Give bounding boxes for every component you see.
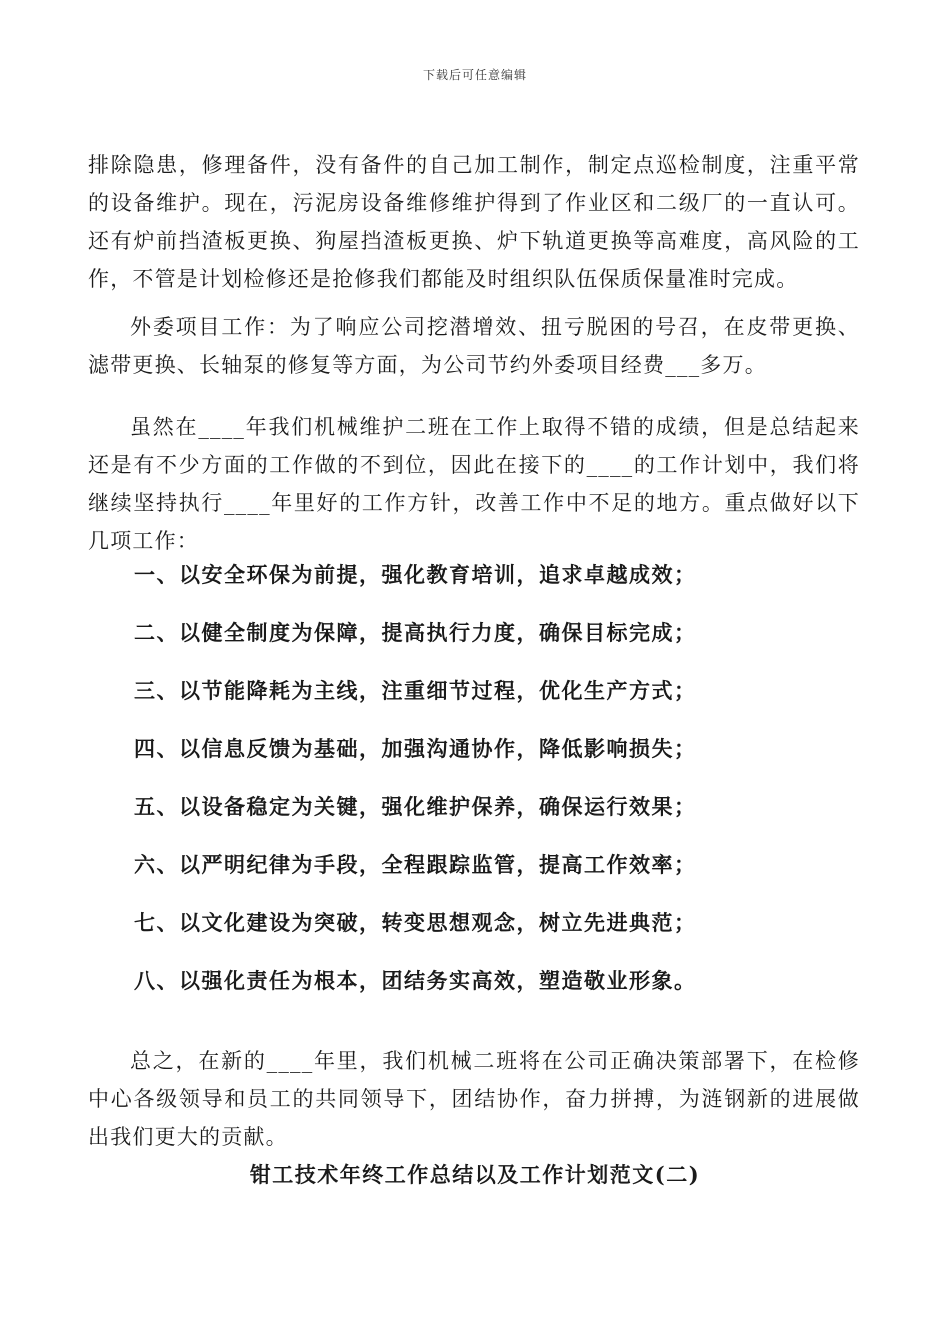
plan-item-7: 七、以文化建设为突破，转变思想观念，树立先进典范； <box>134 910 697 935</box>
paragraph-outsourced-projects: 外委项目工作：为了响应公司挖潜增效、扭亏脱困的号召，在皮带更换、滤带更换、长轴泵的修复等方面，为公司节约外委项目经费___多万。 <box>88 315 860 377</box>
work-plan-list <box>134 556 697 1020</box>
paragraph-equipment-maintenance: 排除隐患，修理备件，没有备件的自己加工制作，制定点巡检制度，注重平常的设备维护。现在，污泥房设备维修维护得到了作业区和二级厂的一直认可。还有炉前挡渣板更换、狗屋挡渣板更换、炉下轨道更换等高难度，高风险的工作，不管是计划检修还是抢修我们都能及时组织队伍保质保量准时完成。 <box>88 153 860 291</box>
plan-item-3: 三、以节能降耗为主线，注重细节过程，优化生产方式； <box>134 678 697 703</box>
paragraph-shortcomings-plan: 虽然在____年我们机械维护二班在工作上取得不错的成绩，但是总结起来还是有不少方面的工作做的不到位，因此在接下的____的工作计划中，我们将继续坚持执行____年里好的工作方针，改善工作中不足的地方。重点做好以下几项工作： <box>88 415 860 553</box>
paragraph-conclusion: 总之，在新的____年里，我们机械二班将在公司正确决策部署下，在检修中心各级领导和员工的共同领导下，团结协作，奋力拼搏，为涟钢新的进展做出我们更大的贡献。 <box>88 1049 860 1149</box>
plan-item-2: 二、以健全制度为保障，提高执行力度，确保目标完成； <box>134 620 697 645</box>
page-header-note: 下载后可任意编辑 <box>422 68 527 82</box>
plan-item-1: 一、以安全环保为前提，强化教育培训，追求卓越成效； <box>134 562 697 587</box>
plan-item-8: 八、以强化责任为根本，团结务实高效，塑造敬业形象。 <box>134 968 697 993</box>
next-section-title: 钳工技术年终工作总结以及工作计划范文(二) <box>249 1162 701 1187</box>
plan-item-4: 四、以信息反馈为基础，加强沟通协作，降低影响损失； <box>134 736 697 761</box>
plan-item-5: 五、以设备稳定为关键，强化维护保养，确保运行效果； <box>134 794 697 819</box>
plan-item-6: 六、以严明纪律为手段，全程跟踪监管，提高工作效率； <box>134 852 697 877</box>
